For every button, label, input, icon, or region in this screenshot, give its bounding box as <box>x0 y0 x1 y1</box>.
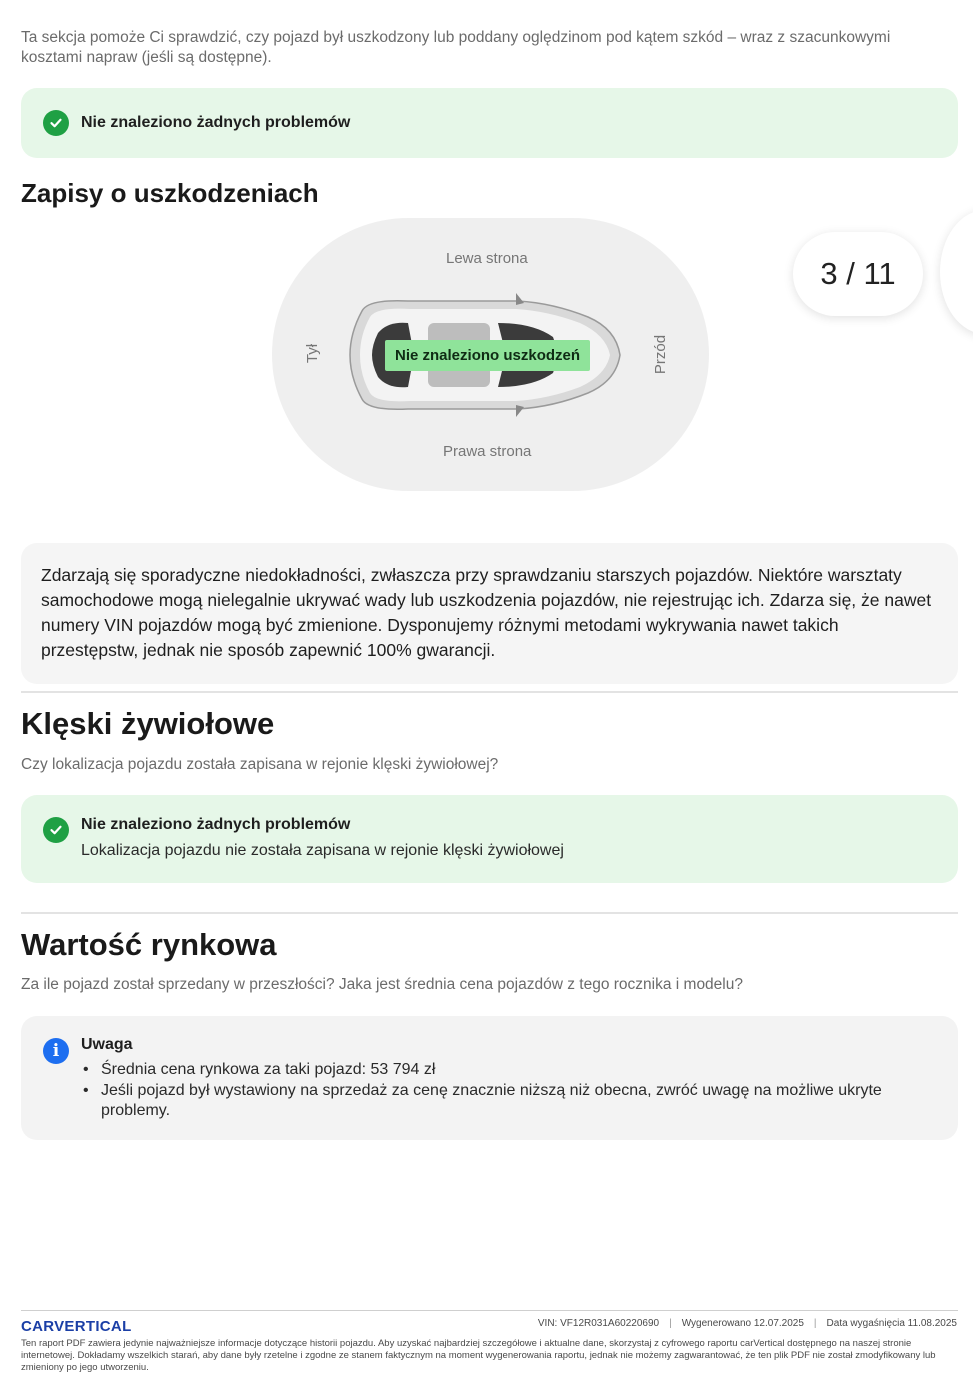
check-icon <box>43 110 69 136</box>
market-value-question: Za ile pojazd został sprzedany w przeszłości? Jaka jest średnia cena pojazdów z tego rocznika i modelu? <box>21 976 743 993</box>
no-damage-badge: Nie znaleziono uszkodzeń <box>385 340 590 371</box>
list-item: • Jeśli pojazd był wystawiony na sprzedaż za cenę znacznie niższą niż obecna, zwróć uwagę na możliwe ukryte problemy. <box>81 1081 911 1121</box>
info-icon: i <box>43 1038 69 1064</box>
meta-separator: | <box>813 1318 817 1329</box>
footer-divider <box>21 1310 958 1311</box>
rear-label: Tył <box>304 343 322 364</box>
market-value-notice <box>21 1016 958 1140</box>
alert-title: Nie znaleziono żadnych problemów <box>81 114 351 131</box>
carvertical-logo: CARVERTICAL <box>21 1318 132 1335</box>
left-side-label: Lewa strona <box>446 250 528 267</box>
section-divider <box>21 691 958 693</box>
meta-separator: | <box>669 1318 672 1329</box>
generated-date: Wygenerowano 12.07.2025 <box>681 1318 804 1329</box>
notice-title: Uwaga <box>81 1036 133 1053</box>
alert-subtitle: Lokalizacja pojazdu nie została zapisana w rejonie klęski żywiołowej <box>81 842 564 859</box>
right-side-label: Prawa strona <box>443 443 532 460</box>
damage-records-heading: Zapisy o uszkodzeniach <box>21 178 319 208</box>
carousel-next-button[interactable] <box>940 210 973 334</box>
section-intro: Ta sekcja pomoże Ci sprawdzić, czy pojazd był uszkodzony lub poddany oględzinom pod kątem szkód – wraz z szacunkowymi kosztami napraw (jeśli są dostępne). <box>21 29 891 66</box>
report-meta <box>538 1318 957 1329</box>
disasters-status-alert <box>21 795 958 883</box>
front-label: Przód <box>652 334 670 375</box>
expiry-date: Data wygaśnięcia 11.08.2025 <box>826 1318 957 1329</box>
accuracy-note: Zdarzają się sporadyczne niedokładności, zwłaszcza przy sprawdzaniu starszych pojazdów. Niektóre warsztaty samochodowe mogą nielegalnie ukrywać wady lub uszkodzenia pojazdów, nie rejestrując ich. Zdarza się, że nawet numery VIN pojazdów mogą być zmienione. Dysponujemy różnymi metodami wykrywania nawet takich przestępstw, jednak nie sposób zapewnić 100% gwarancji. <box>21 543 958 684</box>
vin-text: VIN: VF12R031A60220690 <box>537 1318 660 1329</box>
damage-status-alert <box>21 88 958 158</box>
alert-title: Nie znaleziono żadnych problemów <box>81 816 351 833</box>
disasters-heading: Klęski żywiołowe <box>21 706 275 741</box>
check-icon <box>43 817 69 843</box>
section-divider <box>21 912 958 914</box>
disasters-question: Czy lokalizacja pojazdu została zapisana w rejonie klęski żywiołowej? <box>21 756 499 773</box>
page-counter: 3 / 11 <box>793 232 923 316</box>
market-value-heading: Wartość rynkowa <box>21 927 277 962</box>
footer-disclaimer: Ten raport PDF zawiera jedynie najważniejsze informacje dotyczące historii pojazdu. Aby uzyskać najbardziej szczegółowe i aktualne dane, skorzystaj z cyfrowego raportu carVertical dostępnego na naszej stronie internetowej. Dokładamy wszelkich starań, aby dane były rzetelne i zgodne ze stanem faktycznym na moment wygenerowania raportu, jednak nie możemy zagwarantować, że ten plik PDF nie został zmodyfikowany lub zmieniony po jego utworzeniu. <box>21 1338 936 1373</box>
list-item: • Średnia cena rynkowa za taki pojazd: 53 794 zł <box>81 1060 911 1080</box>
notice-list <box>81 1060 911 1122</box>
